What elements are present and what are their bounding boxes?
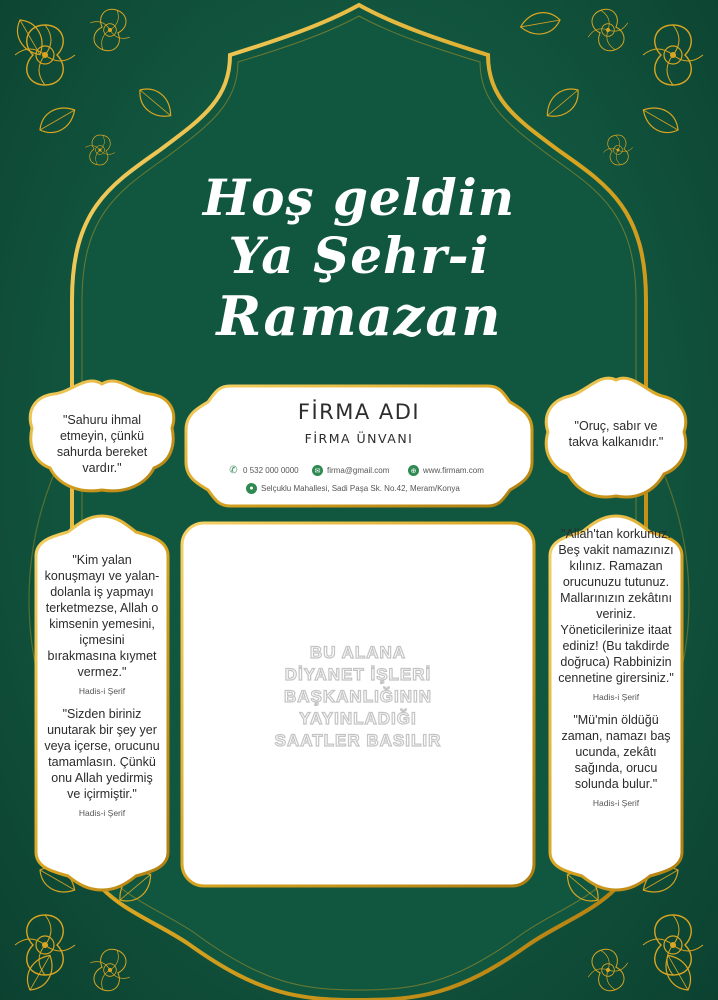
location-pin-icon: ● <box>246 483 257 494</box>
quote-left-1-source: Hadis-i Şerif <box>78 686 126 696</box>
quote-left-2-source: Hadis-i Şerif <box>78 808 126 818</box>
firm-web <box>408 465 484 476</box>
firm-email-text: firma@gmail.com <box>327 466 390 475</box>
title-line-2: Ya Şehr-i <box>228 226 490 285</box>
quote-right-2: "Mü'min öldüğü zaman, namazı baş ucunda, zekâtı sağında, orucu solunda bulur." <box>561 713 671 791</box>
firm-address <box>246 483 460 494</box>
firm-phone <box>228 465 299 476</box>
right-quote-panel <box>554 526 678 818</box>
phone-icon: ✆ <box>229 465 238 476</box>
firm-name: FİRMA ADI <box>297 400 421 424</box>
firm-title: FİRMA ÜNVANI <box>304 431 414 446</box>
firm-web-text: www.firmam.com <box>423 466 484 475</box>
left-quote-panel <box>44 552 160 828</box>
quote-right-1: "Allah'tan korkunuz. Beş vakit namazınızı kılınız. Ramazan orucunuzu tutunuz. Mallarınızın zekâtını veriniz. Yöneticilerinize itaat ediniz! (Bu takdirde doğruca) Rabbinizin cennetine girersiniz." <box>558 527 674 685</box>
firm-address-text: Selçuklu Mahallesi, Sadi Paşa Sk. No.42, Meram/Konya <box>261 484 460 493</box>
title-line-1: Hoş geldin <box>202 168 516 227</box>
mail-icon: ✉ <box>312 465 323 476</box>
firm-email <box>312 465 389 476</box>
quote-left-1: "Kim yalan konuşmayı ve yalan-dolanla iş yapmayı terketmezse, Allah o kimsenin yemesini, içmesini bırakmasına kıymet vermez." <box>44 553 160 679</box>
quote-right-2-source: Hadis-i Şerif <box>592 798 640 808</box>
title-line-3: Ramazan <box>216 284 502 348</box>
globe-icon: ⊕ <box>408 465 419 476</box>
quote-left-2: "Sizden biriniz unutarak bir şey yer veya içerse, orucunu tamamlasın. Çünkü onu Allah yedirmiş ve içirmiştir." <box>44 707 160 801</box>
quote-top-left: "Sahuru ihmal etmeyin, çünkü sahurda bereket vardır." <box>56 413 148 475</box>
quote-right-1-source: Hadis-i Şerif <box>592 692 640 702</box>
prayer-times-placeholder: BU ALANA DİYANET İŞLERİ BAŞKANLIĞININ YAYINLADIĞI SAATLER BASILIR <box>274 643 442 750</box>
quote-top-right: "Oruç, sabır ve takva kalkanıdır." <box>568 419 664 449</box>
firm-phone-text: 0 532 000 0000 <box>243 466 299 475</box>
